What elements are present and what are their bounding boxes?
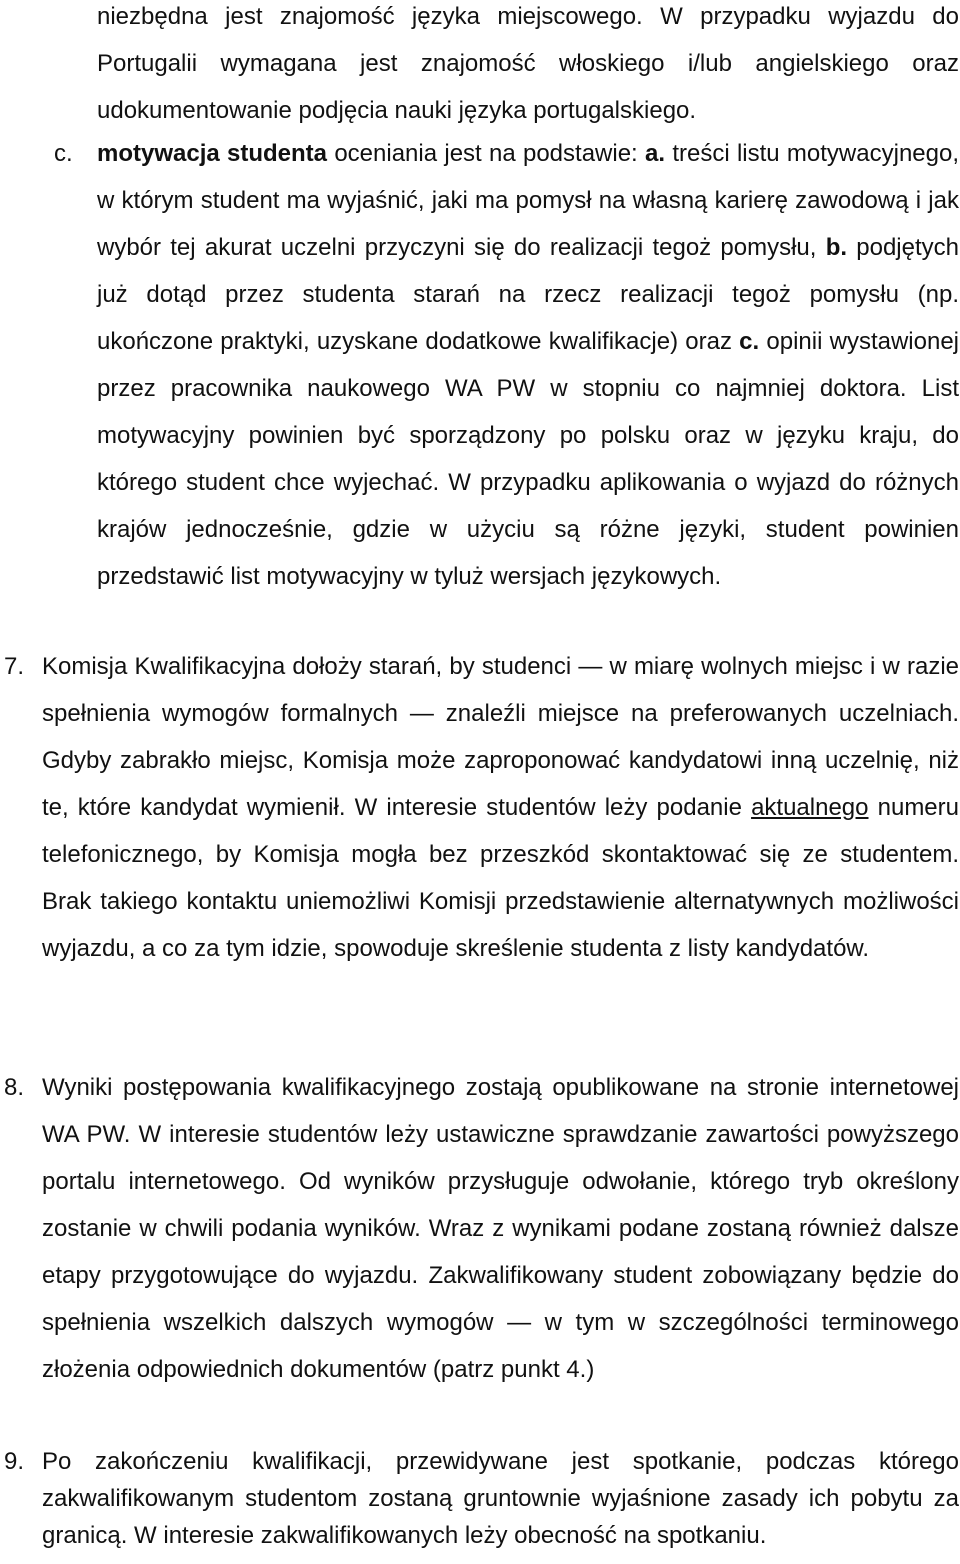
item-c-c-marker: c. xyxy=(739,328,760,355)
item-c-heading: motywacja studenta xyxy=(97,140,328,167)
item-c-marker: c. xyxy=(54,140,73,167)
section-9-text: Po zakończeniu kwalifikacji, przewidywane jest spotkanie, podczas którego zakwalifikowanym studentom zostaną gruntownie wyjaśnione zasady ich pobytu za granicą. W interesie zakwalifikowanych leży obecność na spotkaniu. xyxy=(42,1448,959,1549)
section-8-number: 8. xyxy=(4,1074,25,1101)
section-8-text: Wyniki postępowania kwalifikacyjnego zostają opublikowane na stronie internetowej WA PW. W interesie studentów leży ustawiczne sprawdzanie zawartości powyższego portalu internetowego. Od wyników przysługuje odwołanie, którego tryb określony zostanie w chwili podania wyników. Wraz z wynikami podane zostaną również dalsze etapy przygotowujące do wyjazdu. Zakwalifikowany student zobowiązany będzie do spełnienia wszelkich dalszych wymogów — w tym w szczególności terminowego złożenia odpowiednich dokumentów (patrz punkt 4.) xyxy=(42,1074,959,1383)
item-c-c-text: opinii wystawionej przez pracownika naukowego WA PW w stopniu co najmniej doktora. List motywacyjny powinien być sporządzony po polsku oraz w języku kraju, do którego student chce wyjechać. W przypadku aplikowania o wyjazd do różnych krajów jednocześnie, gdzie w użyciu są różne języki, student powinien przedstawić list motywacyjny w tyluż wersjach językowych. xyxy=(97,328,959,590)
item-c-a-marker: a. xyxy=(645,140,666,167)
section-7-underlined: aktualnego xyxy=(751,794,869,821)
section-9-number: 9. xyxy=(4,1448,25,1475)
item-c-a-text: treści listu motywacyjnego, w którym student ma wyjaśnić, jaki ma pomysł na własną karierę zawodową i jak wybór tej akurat uczelni przyczyni się do realizacji tegoż pomysłu, xyxy=(97,140,959,261)
continuation-paragraph xyxy=(97,0,959,134)
item-c-b-text: podjętych już dotąd przez studenta starań na rzecz realizacji tegoż pomysłu (np. ukończone praktyki, uzyskane dodatkowe kwalifikacje) oraz xyxy=(97,234,959,355)
section-7-number: 7. xyxy=(4,653,25,680)
section-9-paragraph xyxy=(42,1443,959,1554)
continuation-text: niezbędna jest znajomość języka miejscowego. W przypadku wyjazdu do Portugalii wymagana jest znajomość włoskiego i/lub angielskiego oraz udokumentowanie podjęcia nauki języka portugalskiego. xyxy=(97,3,959,124)
section-8-paragraph xyxy=(42,1064,959,1393)
item-c-b-marker: b. xyxy=(825,234,848,261)
item-c-paragraph xyxy=(97,130,959,600)
section-7-text-before: Komisja Kwalifikacyjna dołoży starań, by studenci — w miarę wolnych miejsc i w razie spełnienia wymogów formalnych — znaleźli miejsce na preferowanych uczelniach. Gdyby zabrakło miejsc, Komisja może zaproponować kandydatowi inną uczelnię, niż te, które kandydat wymienił. W interesie studentów leży podanie xyxy=(42,653,959,821)
section-7-paragraph xyxy=(42,643,959,972)
item-c-intro: oceniania jest na podstawie: xyxy=(327,140,646,167)
section-7-text-after: numeru telefonicznego, by Komisja mogła bez przeszkód skontaktować się ze studentem. Brak takiego kontaktu uniemożliwi Komisji przedstawienie alternatywnych możliwości wyjazdu, a co za tym idzie, spowoduje skreślenie studenta z listy kandydatów. xyxy=(42,794,959,962)
